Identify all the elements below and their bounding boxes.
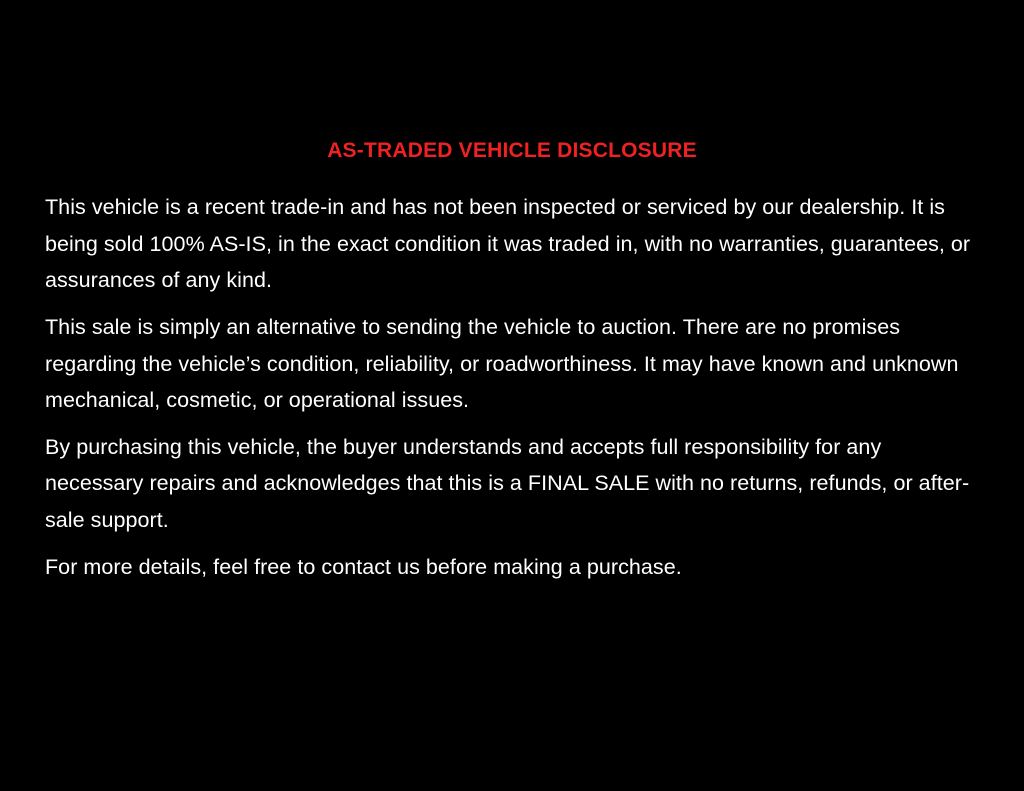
page-title: AS-TRADED VEHICLE DISCLOSURE: [327, 139, 697, 162]
disclosure-paragraph-4: For more details, feel free to contact us before making a purchase.: [45, 554, 682, 579]
disclosure-content: [45, 138, 979, 585]
disclosure-paragraph-1: This vehicle is a recent trade-in and has not been inspected or serviced by our dealership. It is being sold 100% AS-IS, in the exact condition it was traded in, with no warranties, guarantees, or assurances of any kind.: [45, 195, 971, 293]
disclosure-paragraph-3: By purchasing this vehicle, the buyer understands and accepts full responsibility for any necessary repairs and acknowledges that this is a FINAL SALE with no returns, refunds, or after-sale support.: [45, 434, 970, 532]
disclosure-paragraph-2: This sale is simply an alternative to sending the vehicle to auction. There are no promises regarding the vehicle’s condition, reliability, or roadworthiness. It may have known and unknown mechanical, cosmetic, or operational issues.: [45, 314, 959, 413]
